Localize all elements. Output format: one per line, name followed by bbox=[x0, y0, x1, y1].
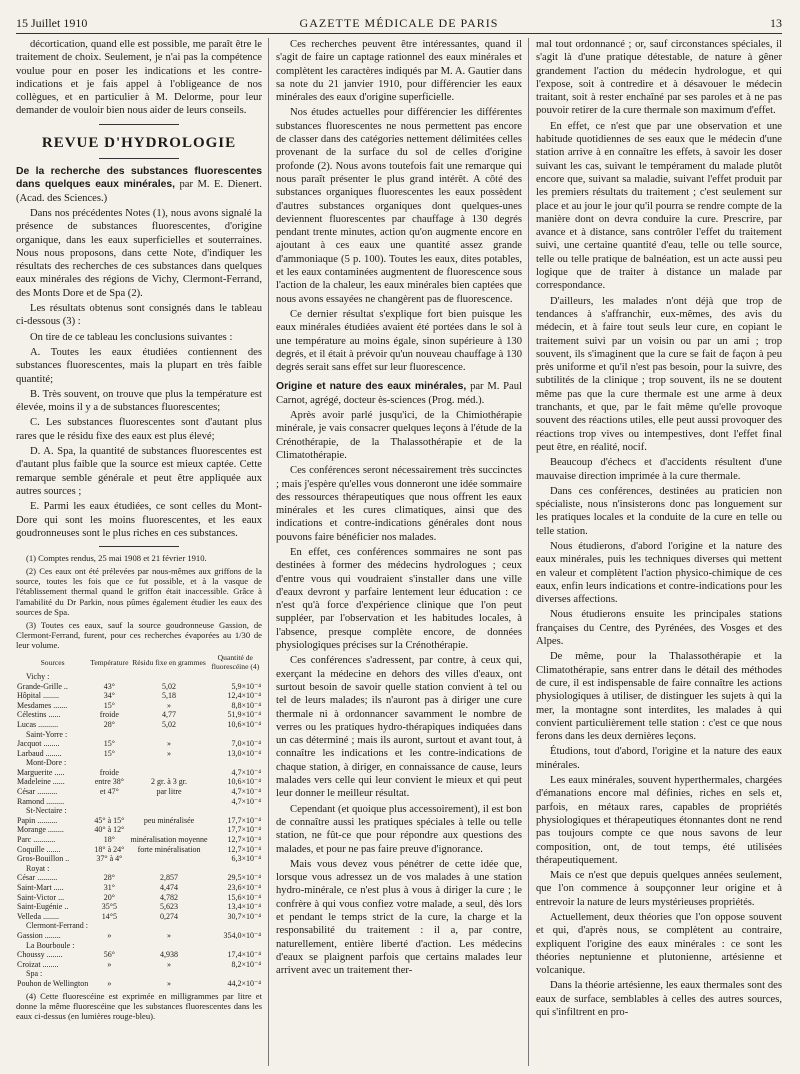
table-body bbox=[16, 672, 262, 989]
table-row bbox=[16, 787, 262, 797]
table-cell-residue: forte minéralisation bbox=[137, 844, 201, 854]
article-paragraph: Les eaux minérales, souvent hyperthermales, chargées d'émanations encore mal définies, riches en sels et, parfois, en métaux rares, capables de propriétés physiologiques et thérapeutiques étonnantes dont ne rend pas toujours compte ce que nous savons de leur composition, ont, de tout temps, été utilisées thérapeutiquement. bbox=[536, 775, 782, 866]
table-cell-temperature: » bbox=[107, 978, 112, 988]
table-cell-fluorescein: 13,0×10⁻⁴ bbox=[227, 748, 261, 758]
table-cell-temperature: 20° bbox=[103, 892, 115, 902]
table-row bbox=[16, 701, 262, 711]
table-row bbox=[16, 797, 262, 807]
article-paragraph: C. Les substances fluorescentes sont d'autant plus rares que le résidu fixe des eaux est plus élevé; bbox=[16, 417, 262, 442]
article-paragraph: Beaucoup d'échecs et d'accidents résultent d'une mauvaise direction imprimée à la cure thermale. bbox=[536, 457, 782, 482]
table-cell-residue bbox=[129, 864, 208, 874]
table-cell-fluorescein: 354,0×10⁻⁴ bbox=[223, 930, 261, 940]
table-cell-source: St-Nectaire : bbox=[26, 806, 67, 816]
table-cell-fluorescein bbox=[209, 941, 262, 951]
intro-paragraph: décortication, quand elle est possible, me paraît être le traitement de choix. Seulement, je n'ai pas la compétence voulue pour en poser les indications et les contre-indications et je fais appel à l'obligeance de nos collègues, et en particulier à M. Delorme, pour leur demander de vouloir bien nous aider de leurs conseils. bbox=[16, 39, 262, 117]
table-cell-temperature: 31° bbox=[103, 883, 115, 892]
article-paragraph: Nous étudierons ensuite les principales stations françaises du Centre, des Pyrénées, des Vosges et des Alpes. bbox=[536, 609, 782, 648]
article-paragraph: Mais vous devez vous pénétrer de cette idée que, lorsque vous adressez un de vos malades à une station hydro-minérale, ce n'est plus à vous à diriger la cure ; le confrère à qui vous confiez votre malade, a seul, dès lors et pendant le temps strict de la cure, la charge et la responsabilité du traitement : il a, par contre, naturellement, entière liberté d'action. Les médecins d'eaux se plaignent parfois que certains malades leur arrivent avec un traitement ther- bbox=[276, 858, 522, 977]
table-row bbox=[16, 931, 262, 941]
table-row bbox=[16, 873, 262, 883]
header-rule bbox=[16, 33, 782, 34]
table-row bbox=[16, 960, 262, 970]
table-group-row bbox=[16, 864, 262, 874]
table-cell-source: Vichy : bbox=[26, 671, 50, 681]
table-cell-temperature: 45° à 15° bbox=[94, 815, 125, 825]
table-cell-source: Ramond ......... bbox=[17, 796, 65, 806]
table-group-row bbox=[16, 806, 262, 816]
table-cell-fluorescein: 6,3×10⁻⁴ bbox=[231, 854, 261, 864]
section-title: REVUE D'HYDROLOGIE bbox=[41, 134, 237, 151]
table-row bbox=[16, 912, 262, 922]
table-cell-temperature: entre 38° bbox=[94, 777, 124, 787]
footnotes bbox=[16, 553, 262, 651]
article-title: Origine et nature des eaux minérales, bbox=[276, 381, 467, 393]
table-cell-source: Madeleine ...... bbox=[17, 777, 65, 787]
table-cell-fluorescein: 51,9×10⁻⁴ bbox=[227, 710, 261, 720]
table-cell-temperature: froide bbox=[99, 710, 119, 720]
table-cell-fluorescein: 15,6×10⁻⁴ bbox=[227, 892, 261, 902]
table-row bbox=[16, 777, 262, 787]
table-cell-source: Royat : bbox=[26, 863, 50, 873]
article-paragraph: Ces recherches peuvent être intéressantes, quand il s'agit de faire un captage rationnel des eaux minérales et complètent les caractères indiqués par M. A. Gautier dans sa note du 21 janvier 1910, pour différencier les eaux minérales des eaux d'origine superficielle. bbox=[276, 39, 522, 104]
footnote: (2) Ces eaux ont été prélevées par nous-mêmes aux griffons de la source, toutes les fois que ce fut possible, et à la vasque de l'établissement thermal quand le griffon était inaccessible. Grâce à l'amabilité du Dr Parkin, nous pûmes également étudier les eaux des sources de Spa. bbox=[16, 565, 262, 618]
footnotes bbox=[16, 991, 262, 1022]
table-cell-source: Saint-Eugénie .. bbox=[17, 902, 69, 912]
table-row bbox=[16, 749, 262, 759]
article-paragraph: Après avoir parlé jusqu'ici, de la Chimiothérapie minérale, je vais consacrer quelques leçons à l'étude de la Crénothérapie, de la Thalassothérapie et de la Climatothérapie. bbox=[276, 410, 522, 461]
table-cell-temperature: 15° bbox=[103, 700, 115, 710]
table-row bbox=[16, 825, 262, 835]
article-paragraph: En effet, ces conférences sommaires ne sont pas destinées à former des médecins hydrologues ; ceux d'entre vous qui voudraient s'installer dans une ville d'eaux devront y parfaire lentement leur éducation : ce n'est qu'à force d'expérience clinique que l'on peut suppléer, par l'observation et les habitudes locales, à l'absence, presque complète encore, de données physiologiques précises sur la Crénothérapie. bbox=[276, 546, 522, 652]
table-cell-fluorescein: 7,0×10⁻⁴ bbox=[231, 739, 261, 749]
table-cell-residue bbox=[129, 921, 208, 931]
footnote-rule bbox=[99, 546, 179, 547]
table-cell-residue: 4,474 bbox=[160, 883, 179, 892]
article-paragraph: Les résultats obtenus sont consignés dans le tableau ci-dessous (3) : bbox=[16, 303, 262, 328]
article-byline: par M. E. Dienert. (Acad. des Sciences.) bbox=[16, 179, 262, 204]
table-cell-residue: peu minéralisée bbox=[143, 815, 195, 825]
table-cell-source: Coquille ....... bbox=[17, 844, 61, 854]
table-row bbox=[16, 710, 262, 720]
table-row bbox=[16, 854, 262, 864]
table-cell-fluorescein bbox=[209, 921, 262, 931]
table-cell-source: Morange ........ bbox=[17, 825, 64, 835]
table-row bbox=[16, 845, 262, 855]
table-cell-source: César .......... bbox=[17, 787, 58, 797]
article-paragraph: Étudions, tout d'abord, l'origine et la nature des eaux minérales. bbox=[536, 746, 782, 771]
article-paragraph: A. Toutes les eaux étudiées contiennent des substances fluorescentes, mais la plupart en très faible quantité; bbox=[16, 346, 262, 385]
article-paragraph: B. Très souvent, on trouve que plus la température est élevée, moins il y a de substances fluorescentes; bbox=[16, 388, 262, 414]
table-group-row bbox=[16, 969, 262, 979]
table-cell-residue: 5,02 bbox=[162, 719, 177, 729]
table-cell-temperature: 15° bbox=[103, 748, 115, 758]
table-cell-fluorescein: 4,7×10⁻⁴ bbox=[231, 796, 261, 806]
table-cell-fluorescein bbox=[209, 730, 262, 740]
article-paragraph: Ces conférences s'adressent, par contre, à ceux qui, exerçant la médecine en dehors des villes d'eaux, ont surtout besoin de savoir quelle station convient à tel ou tel de leurs malades; ils n'auront pas à diriger une cure thermale ni à ordonnancer savamment le nombre de verres ou les pratiques hydro-thérapiques indiquées dans un cas déterminé ; mais ils auront, surtout et avant tout, à connaître les indications et les contre-indications de chaque station, à diriger, en connaissance de cause, leurs malades vers celle qui leur convient le mieux et qui peut leur donner le meilleur résultat. bbox=[276, 655, 522, 800]
footnote: (1) Comptes rendus, 25 mai 1908 et 21 février 1910. bbox=[26, 553, 207, 564]
table-cell-residue bbox=[129, 825, 208, 835]
table-cell-residue: 4,77 bbox=[162, 710, 177, 720]
table-header: Résidu fixe en grammes bbox=[132, 657, 206, 667]
article-title: De la recherche des substances fluorescentes dans quelques eaux minérales, bbox=[16, 166, 262, 191]
table-cell-source: Marguerite ..... bbox=[17, 767, 65, 777]
article-paragraph: mal tout ordonnancé ; or, sauf circonstances spéciales, il s'agit là d'une pratique détestable, de nature à gêner grandement l'action du médecin hydrologue, et qui l'expose, soit à contredire et à désavouer le médecin traitant, soit à rester enchaîné par ses paroles et à ne pas pouvoir retirer de la cure thermale son maximum d'effet. bbox=[536, 39, 782, 117]
table-row bbox=[16, 902, 262, 912]
table-cell-source: Hôpital ........ bbox=[17, 691, 59, 701]
table-cell-temperature: » bbox=[107, 930, 112, 940]
table-cell-fluorescein bbox=[209, 864, 262, 874]
column-2 bbox=[276, 38, 522, 1066]
table-cell-fluorescein: 44,2×10⁻⁴ bbox=[227, 978, 261, 988]
table-cell-temperature: 56° bbox=[103, 950, 115, 960]
article-paragraph: Nos études actuelles pour différencier les différentes substances fluorescentes ne nous permettent pas encore de classer dans des catégories nettement délimitées celles provenant de la surface du sol de celles d'origine profonde (2). Nous avons toutefois fait une remarque qui nous paraît présenter le plus grand intérêt. A côté des substances organiques fluorescentes les eaux possèdent d'autres substances organiques dont quelques-unes deviennent fluorescentes par chauffage à 130 degrés pendant trente minutes, action qu'on augmente encore en ajoutant à ces eaux une quantité assez grande d'ammoniaque (5 p. 100). Toutes les eaux, dites potables, et les eaux contaminées augmentent de fluorescence sous l'action de la chaleur, les eaux minérales bien captées que nous avons essayées ne changèrent pas de fluorescence. bbox=[276, 107, 522, 305]
table-cell-temperature bbox=[89, 806, 129, 816]
table-cell-fluorescein bbox=[209, 969, 262, 979]
table-cell-residue: » bbox=[167, 978, 172, 988]
table-cell-residue: 4,782 bbox=[160, 892, 179, 902]
table-cell-fluorescein: 4,7×10⁻⁴ bbox=[231, 767, 261, 777]
table-row bbox=[16, 816, 262, 826]
footnote: (4) Cette fluorescéine est exprimée en milligrammes par litre et donne la même fluorescéine que les substances fluorescentes dans les eaux ci-dessus (en lumières rouge-bleu). bbox=[16, 990, 262, 1022]
table-header-row bbox=[16, 653, 262, 672]
article-paragraph: Actuellement, deux théories que l'on oppose souvent et qui, d'après nous, se complètent au contraire, expliquent l'origine des eaux minérales : ce sont les théories neptunienne et plutonienne, artésienne et volcanique. bbox=[536, 912, 782, 977]
table-cell-temperature: 43° bbox=[103, 681, 115, 691]
table-row bbox=[16, 691, 262, 701]
table-header: Quantité de fluorescéine (4) bbox=[211, 652, 260, 672]
article-heading bbox=[16, 165, 262, 205]
table-cell-temperature: » bbox=[107, 959, 112, 969]
table-cell-fluorescein: 8,8×10⁻⁴ bbox=[231, 700, 261, 710]
table-cell-residue: 5,18 bbox=[162, 691, 177, 701]
table-cell-fluorescein: 29,5×10⁻⁴ bbox=[227, 873, 261, 883]
article-paragraph: D'ailleurs, les malades n'ont déjà que trop de tendances à s'affranchir, eux-mêmes, des avis du médecin, et à faire tout seuls leur cure, en copiant le traitement suivi par un voisin ou par un ami ; trop souvent, ils s'imaginent que la cure se fait de façon à peu près uniforme et qu'il n'est pas besoin, pour la suivre, des subtilités de la clinique ; trop souvent, ils ne se doutent même pas que la cure thermale est une arme à deux tranchants, et que, par le fait même qu'elle provoque souvent des réactions utiles, elle peut aussi provoquer des réactions trop vives ou intempestives, dont l'effet final peut être, en réalité, nocif. bbox=[536, 295, 782, 453]
table-cell-temperature bbox=[89, 969, 129, 979]
table-cell-source: Parc ........... bbox=[17, 835, 56, 845]
article-paragraph: De même, pour la Thalassothérapie et la Climatothérapie, sans entrer dans le détail des méthodes de cure, il est indispensable de faire connaître les actions physiologiques à utiliser, de distinguer les sujets à qui la mer, la montagne sont interdites, les malades à qui convient particulièrement telle station : c'est ce que nous ferons dans les deux dernières leçons. bbox=[536, 651, 782, 743]
table-row bbox=[16, 835, 262, 845]
article-paragraph: E. Parmi les eaux étudiées, ce sont celles du Mont-Dore qui sont les moins fluorescentes, et les eaux goudronneuses sont le plus riches en ces substances. bbox=[16, 501, 262, 539]
table-cell-temperature bbox=[89, 864, 129, 874]
table-row bbox=[16, 768, 262, 778]
table-header: Sources bbox=[40, 657, 65, 667]
table-cell-source: La Bourboule : bbox=[26, 940, 75, 950]
table-cell-fluorescein: 13,4×10⁻⁴ bbox=[227, 902, 261, 912]
table-cell-fluorescein: 17,4×10⁻⁴ bbox=[227, 950, 261, 960]
table-cell-temperature bbox=[89, 921, 129, 931]
table-cell-residue bbox=[129, 758, 208, 768]
table-cell-temperature: 14°5 bbox=[101, 911, 117, 921]
table-cell-temperature bbox=[89, 730, 129, 740]
table-cell-residue bbox=[129, 969, 208, 979]
footnote: (3) Toutes ces eaux, sauf la source goudronneuse Gassion, de Clermont-Ferrand, furent, pour ces recherches évaporées au 1/30 de leur volume. bbox=[16, 619, 262, 651]
table-cell-fluorescein: 8,2×10⁻⁴ bbox=[231, 959, 261, 969]
table-cell-fluorescein: 5,9×10⁻⁴ bbox=[231, 681, 261, 691]
article-paragraph: Dans nos précédentes Notes (1), nous avons signalé la présence de substances fluorescentes, d'origine organique, dans les eaux superficielles et souterraines. Nous nous proposons, dans cette Note, d'indiquer les résultats des recherches de ces substances dans quelques eaux minérales des régions de Vichy, Clermont-Ferrand, des Monts Dore et de Spa (2). bbox=[16, 207, 262, 299]
table-group-row bbox=[16, 758, 262, 768]
article-byline: par M. Paul Carnot, agrégé, docteur ès-sciences (Prog. méd.). bbox=[276, 381, 522, 406]
table-cell-fluorescein bbox=[209, 758, 262, 768]
table-cell-temperature: et 47° bbox=[99, 787, 119, 797]
separator-rule bbox=[99, 124, 179, 125]
table-cell-residue: » bbox=[167, 739, 172, 749]
journal-title: GAZETTE MÉDICALE DE PARIS bbox=[299, 16, 499, 30]
table-cell-residue: 2 gr. à 3 gr. bbox=[151, 777, 188, 787]
table-cell-fluorescein: 12,7×10⁻⁴ bbox=[227, 844, 261, 854]
table-row bbox=[16, 883, 262, 893]
table-cell-source: César .......... bbox=[17, 873, 58, 883]
table-cell-temperature bbox=[89, 672, 129, 682]
table-cell-temperature: 18° bbox=[103, 835, 115, 845]
table-cell-residue: par litre bbox=[156, 787, 182, 797]
table-cell-source: Gassion ........ bbox=[17, 930, 61, 940]
column-1 bbox=[16, 38, 262, 1066]
table-cell-source: Saint-Victor ... bbox=[17, 892, 65, 902]
article-paragraph: En effet, ce n'est que par une observation et une habitude quotidiennes de ses eaux que le médecin d'une station arrive à en connaître les effets, à savoir les doser suivant les cas, suivant le tempérament du malade plutôt encore que, suivant sa maladie, suivant l'effet produit par les premiers résultats du traitement ; c'est seulement sur place et au jour le jour qu'il pourra se rendre compte de la manière dont on devra conduire la cure. Prescrire, par avance et à distance, sans contrôler l'effet du traitement suivi, une certaine quantité d'eau, telle ou telle source, telle ou telle pratique de balnéation, est un acte aussi peu logique que de traiter à distance un malade par correspondance. bbox=[536, 120, 782, 292]
table-cell-residue bbox=[129, 730, 208, 740]
table-cell-source: Choussy ........ bbox=[17, 950, 63, 960]
separator-rule bbox=[99, 158, 179, 159]
sources-table bbox=[16, 653, 262, 989]
article-paragraph: Mais ce n'est que depuis quelques années seulement, que l'on commence à soupçonner leur origine et à entrevoir la nature de leurs mystérieuses propriétés. bbox=[536, 870, 782, 908]
table-cell-source: Grande-Grille .. bbox=[17, 681, 68, 691]
table-cell-residue: 5,623 bbox=[160, 902, 179, 912]
table-cell-source: Spa : bbox=[26, 969, 43, 979]
table-cell-source: Larbaud ........ bbox=[17, 748, 62, 758]
table-cell-residue bbox=[129, 854, 208, 864]
article-heading bbox=[276, 380, 522, 407]
table-row bbox=[16, 720, 262, 730]
table-cell-source: Célestins ...... bbox=[17, 710, 61, 720]
table-cell-temperature bbox=[89, 797, 129, 807]
article-paragraph: Dans ces conférences, destinées au praticien non spécialiste, nous n'insisterons donc pas longuement sur les pratiques locales et la conduite de la cure en telle ou telle station. bbox=[536, 485, 782, 537]
article-paragraph: D. A. Spa, la quantité de substances fluorescentes est d'autant plus faible que la source est mieux captée. Cette remarque semble générale et peut être appliquée aux autres sources ; bbox=[16, 446, 262, 497]
table-cell-fluorescein bbox=[209, 672, 262, 682]
table-cell-residue: 4,938 bbox=[160, 950, 179, 960]
table-cell-source: Saint-Yorre : bbox=[26, 729, 68, 739]
table-cell-temperature: 34° bbox=[103, 691, 115, 701]
table-cell-residue: 5,02 bbox=[162, 681, 177, 691]
table-group-row bbox=[16, 672, 262, 682]
article-paragraph: Cependant (et quoique plus accessoirement), il est bon de connaître aussi les pratiques spéciales à telle ou telle station, ne fût-ce que pour répondre aux questions des malades, et pour ne pas faire preuve d'ignorance. bbox=[276, 803, 522, 855]
table-cell-residue bbox=[129, 672, 208, 682]
table-cell-temperature: 28° bbox=[103, 873, 115, 883]
table-cell-temperature: 37° à 4° bbox=[96, 854, 123, 864]
table-cell-residue: » bbox=[167, 700, 172, 710]
table-cell-residue: » bbox=[167, 930, 172, 940]
table-cell-temperature: 28° bbox=[103, 719, 115, 729]
table-cell-temperature bbox=[89, 941, 129, 951]
table-cell-fluorescein: 17,7×10⁻⁴ bbox=[227, 825, 261, 835]
table-group-row bbox=[16, 921, 262, 931]
table-cell-source: Pouhon de Wellington bbox=[17, 978, 89, 988]
table-cell-fluorescein: 30,7×10⁻⁴ bbox=[227, 911, 261, 921]
table-cell-fluorescein bbox=[209, 806, 262, 816]
table-cell-fluorescein: 4,7×10⁻⁴ bbox=[231, 787, 261, 797]
article-paragraph: Ce dernier résultat s'explique fort bien puisque les eaux minérales étudiées avaient été portées dans le sol à une température au moins égale, sinon supérieure à 130 degrés, et il était à prévoir qu'un nouveau chauffage à 130 degrés serait sans effet sur leur fluorescence. bbox=[276, 308, 522, 374]
table-cell-source: Jacquot ........ bbox=[17, 739, 60, 749]
article-paragraph: On tire de ce tableau les conclusions suivantes : bbox=[30, 331, 233, 343]
table-cell-fluorescein: 12,7×10⁻⁴ bbox=[227, 835, 261, 845]
table-row bbox=[16, 979, 262, 989]
page-number: 13 bbox=[770, 16, 782, 30]
table-cell-residue: minéralisation moyenne bbox=[130, 835, 208, 845]
issue-date: 15 Juillet 1910 bbox=[16, 16, 88, 30]
table-cell-source: Saint-Mart ..... bbox=[17, 883, 64, 892]
column-3 bbox=[536, 38, 782, 1066]
table-cell-fluorescein: 10,6×10⁻⁴ bbox=[227, 777, 261, 787]
table-cell-source: Papin .......... bbox=[17, 815, 58, 825]
table-cell-temperature: 35°5 bbox=[101, 902, 117, 912]
column-divider bbox=[268, 38, 269, 1066]
table-cell-temperature: froide bbox=[99, 767, 119, 777]
table-cell-residue bbox=[129, 941, 208, 951]
table-cell-temperature: 15° bbox=[103, 739, 115, 749]
table-header: Température bbox=[90, 657, 129, 667]
page-header bbox=[16, 10, 782, 32]
table-cell-fluorescein: 10,6×10⁻⁴ bbox=[227, 719, 261, 729]
table-row bbox=[16, 682, 262, 692]
table-cell-source: Velleda ........ bbox=[17, 911, 59, 921]
table-cell-source: Gros-Bouillon .. bbox=[17, 854, 70, 864]
table-cell-temperature: 18° à 24° bbox=[94, 844, 125, 854]
article-paragraph: Nous étudierons, d'abord l'origine et la nature des eaux minérales, puis les techniques diverses qui mettent en valeur et complètent l'action physico-chimique de ces eaux, enfin leurs indications et contre-indications pour les diverses affections. bbox=[536, 540, 782, 606]
article-paragraph: Dans la théorie artésienne, les eaux thermales sont des eaux de surface, semblables à celles des autres sources, qui s'infiltrent en pro- bbox=[536, 980, 782, 1019]
table-row bbox=[16, 739, 262, 749]
table-cell-residue: 0,274 bbox=[160, 911, 179, 921]
table-row bbox=[16, 950, 262, 960]
table-cell-source: Mesdames ....... bbox=[17, 700, 68, 710]
table-cell-fluorescein: 12,4×10⁻⁴ bbox=[227, 691, 261, 701]
column-divider bbox=[528, 38, 529, 1066]
table-cell-fluorescein: 17,7×10⁻⁴ bbox=[227, 815, 261, 825]
table-cell-temperature bbox=[89, 758, 129, 768]
table-group-row bbox=[16, 941, 262, 951]
table-cell-source: Clermont-Ferrand : bbox=[26, 921, 88, 931]
table-cell-source: Croizat ........ bbox=[17, 959, 59, 969]
article-paragraph: Ces conférences seront nécessairement très succinctes ; mais j'espère qu'elles vous donneront une idée sommaire des ressources thérapeutiques que nous offrent les eaux minérales et les cures climatiques, ainsi que des indications et contre-indications générales dont nous pouvons faire bénéficier nos malades. bbox=[276, 465, 522, 543]
table-group-row bbox=[16, 730, 262, 740]
table-cell-temperature: 40° à 12° bbox=[94, 825, 125, 835]
table-cell-residue bbox=[129, 797, 208, 807]
table-cell-source: Lucas .......... bbox=[17, 719, 59, 729]
table-cell-fluorescein: 23,6×10⁻⁴ bbox=[227, 883, 261, 892]
table-cell-source: Mont-Dore : bbox=[26, 758, 67, 768]
table-cell-residue bbox=[129, 768, 208, 778]
table-cell-residue: » bbox=[167, 959, 172, 969]
table-row bbox=[16, 893, 262, 903]
table-cell-residue: » bbox=[167, 748, 172, 758]
table-cell-residue: 2,857 bbox=[160, 873, 179, 883]
table-cell-residue bbox=[129, 806, 208, 816]
